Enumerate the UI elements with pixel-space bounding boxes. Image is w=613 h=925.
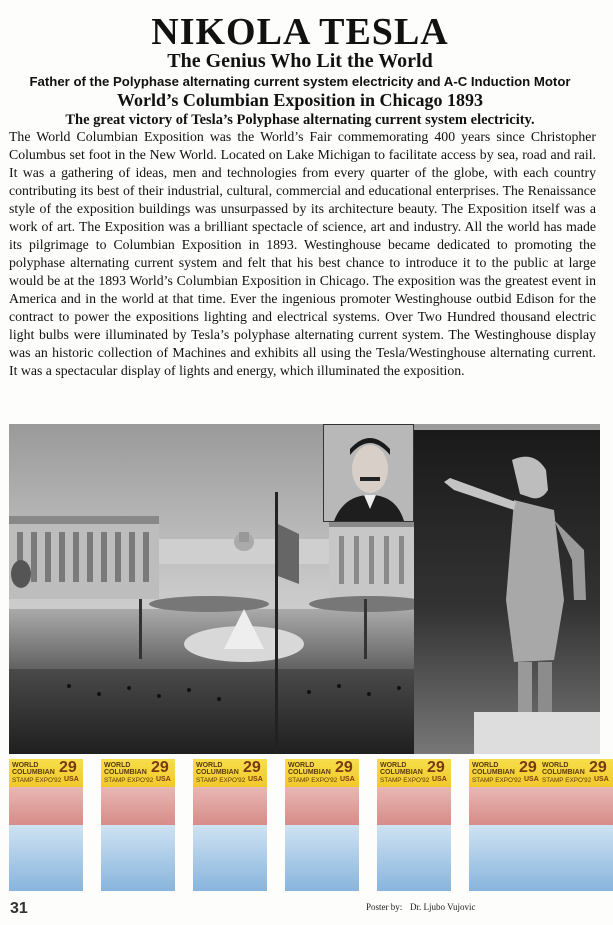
stamp-text-columbian: COLUMBIAN — [104, 769, 147, 776]
stamp — [539, 759, 609, 891]
stamp-value: 29 — [427, 759, 445, 776]
stamp-text-expo: STAMP EXPO'92 — [104, 777, 154, 784]
stamp-text-columbian: COLUMBIAN — [12, 769, 55, 776]
stamp — [377, 759, 451, 891]
stamp — [9, 759, 83, 891]
article-body: The World Columbian Exposition was the World’s Fair commemorating 400 years since Christopher Columbus set foot in the New World. Located on Lake Michigan to facilitate access by sea, road and rail. It was a gathering of ideas, men and technologies from every quarter of the globe, with each country contributing its best of their industrial, cultural, commercial and educational enterprises. The Renaissance style of the exposition buildings was unsurpassed by its architecture beauty. The Exposition itself was a work of art. The Exposition was a brilliant spectacle of science, art and industry. All the world has made its pilgrimage to Columbian Exposition in 1893. Westinghouse became dedicated to promoting the polyphase alternating current system and felt that his best chance to introduce it to the public at large would be at the 1893 World’s Columbian Exposition in Chicago. The exposition was the greatest event in America and in the world at that time. Ever the ingenious promoter Westinghouse outbid Edison for the contract to power the expositions lighting and electrical systems. Over Two Hundred thousand electric light bulbs were illuminated by Tesla’s polyphase alternating current system. The Westinghouse display was an historic collection of Machines and exhibits all using the Tesla/Westinghouse alternating current. It was a spectacular display of lights and energy, which illuminated the exposition. — [9, 129, 596, 378]
stamp-value: 29 — [589, 759, 607, 776]
stamp-value: 29 — [243, 759, 261, 776]
stamp-text-expo: STAMP EXPO'92 — [12, 777, 62, 784]
victory-heading: The great victory of Tesla’s Polyphase alternating current system electricity. — [65, 112, 535, 128]
stamp-text-world: WORLD — [12, 762, 39, 769]
stamp-text-columbian: COLUMBIAN — [542, 769, 585, 776]
statue-image — [414, 430, 600, 754]
stamp-text-expo: STAMP EXPO'92 — [196, 777, 246, 784]
stamp — [193, 759, 267, 891]
stamp-value: 29 — [519, 759, 537, 776]
stamp-country: USA — [432, 776, 447, 783]
stamp-text-world: WORLD — [472, 762, 499, 769]
stamp-value: 29 — [335, 759, 353, 776]
stamp-text-columbian: COLUMBIAN — [196, 769, 239, 776]
poster-author: Dr. Ljubo Vujovic — [410, 902, 476, 912]
stamp-country: USA — [340, 776, 355, 783]
stamp-text-expo: STAMP EXPO'92 — [542, 777, 592, 784]
stamp-text-columbian: COLUMBIAN — [472, 769, 515, 776]
stamp-text-expo: STAMP EXPO'92 — [380, 777, 430, 784]
stamp-country: USA — [64, 776, 79, 783]
stamp-value: 29 — [151, 759, 169, 776]
tesla-portrait-image — [323, 424, 414, 522]
exposition-photo-collage — [9, 424, 600, 754]
stamp-text-world: WORLD — [196, 762, 223, 769]
poster-label: Poster by: — [366, 902, 403, 912]
stamp-country: USA — [156, 776, 171, 783]
page-subtitle: The Genius Who Lit the World — [167, 50, 433, 72]
stamp-text-world: WORLD — [380, 762, 407, 769]
stamp-text-world: WORLD — [542, 762, 569, 769]
page-title: NIKOLA TESLA — [151, 11, 449, 53]
stamp-value: 29 — [59, 759, 77, 776]
stamp-country: USA — [594, 776, 609, 783]
stamp-text-world: WORLD — [104, 762, 131, 769]
stamp-country: USA — [524, 776, 539, 783]
page-number: 31 — [10, 900, 28, 917]
stamp — [285, 759, 359, 891]
tagline: Father of the Polyphase alternating current system electricity and A-C Induction Motor — [29, 74, 571, 89]
stamp-text-expo: STAMP EXPO'92 — [288, 777, 338, 784]
stamp-text-columbian: COLUMBIAN — [288, 769, 331, 776]
stamp — [469, 759, 543, 891]
stamp-text-world: WORLD — [288, 762, 315, 769]
stamp-text-expo: STAMP EXPO'92 — [472, 777, 522, 784]
stamp-country: USA — [248, 776, 263, 783]
stamp — [101, 759, 175, 891]
exposition-heading: World’s Columbian Exposition in Chicago 1893 — [117, 90, 483, 110]
stamp-text-columbian: COLUMBIAN — [380, 769, 423, 776]
stamp-strip — [9, 759, 609, 891]
